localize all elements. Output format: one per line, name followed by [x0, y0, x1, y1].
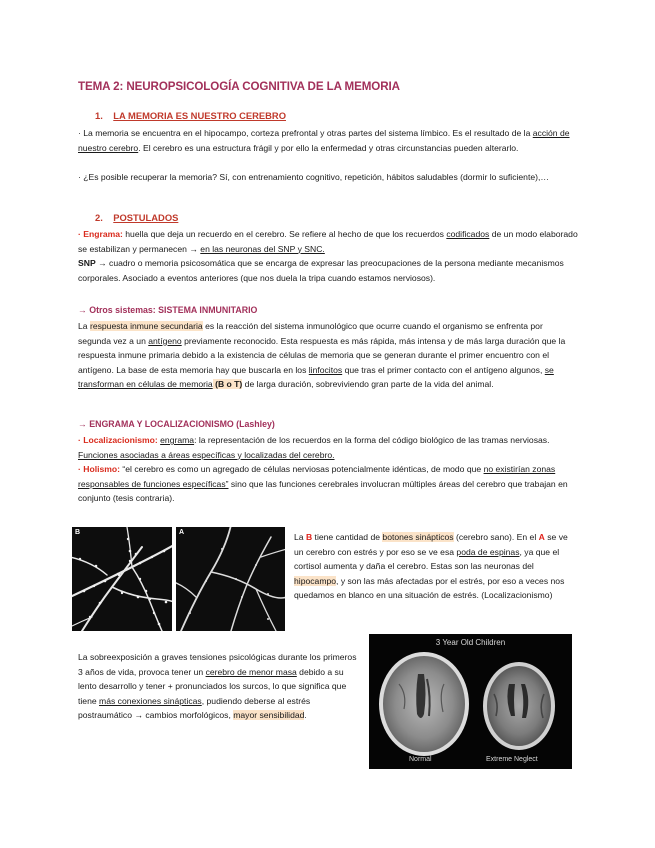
- highlighted-text: botones sinápticos: [382, 532, 454, 542]
- underlined-text: se transforman en células de memoria: [78, 364, 554, 389]
- brain-caption: [78, 650, 363, 723]
- underlined-text: Funciones asociadas a áreas específicas y localizadas del cerebro.: [78, 449, 335, 460]
- text: sino que las funciones cerebrales involucran múltiples áreas del cerebro que trabajan en conjunto (tesis contraria).: [78, 478, 568, 503]
- text: huella que deja un recuerdo en el cerebro. Se refiere al hecho de que los recuerdos: [122, 229, 447, 239]
- highlighted-text: hipocampo: [294, 575, 337, 586]
- text: de larga duración, sobreviviendo gran parte de la vida del animal.: [242, 379, 494, 389]
- text: previamente reconocido. Esta respuesta es más rápida, más intensa y de más larga duración que la respuesta inmune primaria debido a la existencia de células de memoria que se generan durante el primer encuentro con el antígeno. La base de esta memoria hay que buscarla en los: [78, 335, 566, 375]
- underlined-text: no existirían zonas responsables de funciones específicas”: [78, 464, 556, 489]
- text: de un modo elaborado se estabilizan y permanecen →: [78, 229, 578, 254]
- text: · La memoria se encuentra en el hipocampo, corteza prefrontal y otras partes del sistema límbico. Es el resultado de la: [78, 128, 533, 138]
- dendrite-illustration: [176, 527, 285, 631]
- text: La sobreexposición a graves tensiones psicológicas durante los primeros 3 años de vida, provoca tener un: [78, 652, 357, 677]
- image-label-a: A: [179, 529, 185, 536]
- text: debido a su lento desarrollo y tener + pronunciados los surcos, lo que significa que tiene: [78, 666, 347, 706]
- underlined-text: linfocitos: [308, 364, 343, 375]
- text: es la reacción del sistema inmunológico que ocurre cuando el organismo se enfrenta por segunda vez a un: [78, 321, 543, 346]
- otros-sistemas-heading: → Otros sistemas: SISTEMA INMUNITARIO: [78, 305, 258, 315]
- text: : la representación de los recuerdos en la forma del código biológico de las tramas nerviosas.: [194, 435, 550, 445]
- highlighted-text: (B o T): [212, 379, 243, 389]
- neuron-image-a: [176, 527, 285, 631]
- section-1-paragraph-1: [78, 126, 578, 155]
- underlined-text: cerebro de menor masa: [205, 666, 297, 677]
- image-label-b: B: [75, 529, 81, 536]
- underlined-text: acción de nuestro cerebro: [78, 128, 570, 153]
- underlined-text: poda de espinas: [456, 546, 520, 557]
- localizacionismo-label: · Localizacionismo:: [78, 435, 158, 445]
- underlined-text: en las neuronas del SNP y SNC.: [200, 243, 325, 254]
- neuron-caption: [294, 530, 574, 603]
- label-a: A: [538, 532, 545, 542]
- engrama-label: · Engrama:: [78, 229, 123, 239]
- section-1-heading: [95, 110, 286, 121]
- snp-paragraph: [78, 256, 578, 285]
- engrama-paragraph: [78, 227, 578, 256]
- underlined-text: codificados: [446, 229, 490, 239]
- text: La: [294, 532, 306, 542]
- text: (cerebro sano). En el: [453, 532, 539, 542]
- holismo-paragraph: [78, 462, 578, 506]
- underlined-text: más conexiones sinápticas: [99, 695, 202, 706]
- label-b: B: [305, 532, 313, 542]
- text: , ya que el cortisol aumenta y daña el cerebro. Estas son las neuronas del: [294, 546, 560, 571]
- highlighted-text: respuesta inmune secundaria: [89, 321, 203, 331]
- neuron-image-b: [72, 527, 172, 631]
- text: La: [78, 321, 90, 331]
- brain-scan-label-neglect: Extreme Neglect: [486, 756, 538, 763]
- brain-scan-image: [369, 634, 572, 769]
- highlighted-text: mayor sensibilidad: [233, 710, 305, 720]
- page-title: TEMA 2: NEUROPSICOLOGÍA COGNITIVA DE LA MEMORIA: [78, 80, 400, 93]
- text: tiene cantidad de: [312, 532, 383, 542]
- sistema-inmunitario-paragraph: [78, 319, 578, 392]
- section-2-number: 2.: [95, 212, 103, 223]
- text: , pudiendo deberse al estrés postraumático → cambios morfológicos,: [78, 695, 311, 720]
- text: , y son las más afectadas por el estrés, por eso a veces nos quedamos en blanco en una situación de estrés. (Localizacionismo): [294, 575, 565, 600]
- dendrite-illustration: [72, 527, 172, 631]
- text: → cuadro o memoria psicosomática que se encarga de expresar las preocupaciones de la persona mediante mecanismos corporales. Asociado a eventos anteriores (que nos duela la tripa cuando estamos nerviosos).: [78, 258, 564, 283]
- section-2-title: POSTULADOS: [113, 212, 179, 223]
- brain-scan-title: 3 Year Old Children: [435, 638, 506, 647]
- engrama-localizacionismo-heading: → ENGRAMA Y LOCALIZACIONISMO (Lashley): [78, 419, 275, 429]
- text: . El cerebro es una estructura frágil y por ello la enfermedad y otras circunstancias pueden alterarlo.: [138, 142, 519, 153]
- text: se ve un cerebro con estrés y por eso se ve esa: [294, 532, 568, 557]
- section-1-title: LA MEMORIA ES NUESTRO CEREBRO: [113, 110, 286, 121]
- section-2-heading: [95, 212, 178, 223]
- snp-label: SNP: [78, 258, 96, 268]
- holismo-label: · Holismo:: [78, 464, 121, 474]
- brain-scan-label-normal: Normal: [409, 756, 432, 763]
- underlined-text: antígeno: [148, 335, 182, 346]
- brain-scan-illustration: [369, 634, 572, 769]
- text: .: [304, 710, 307, 720]
- text: “el cerebro es como un agregado de células nerviosas potencialmente idénticas, de modo que: [120, 464, 484, 474]
- localizacionismo-paragraph: [78, 433, 578, 462]
- text: que tras el primer contacto con el antígeno algunos,: [342, 364, 545, 375]
- section-1-number: 1.: [95, 110, 103, 121]
- section-1-paragraph-2: · ¿Es posible recuperar la memoria? Sí, con entrenamiento cognitivo, repetición, hábitos saludables (dormir lo suficiente),…: [78, 172, 549, 182]
- underlined-text: engrama: [160, 435, 195, 445]
